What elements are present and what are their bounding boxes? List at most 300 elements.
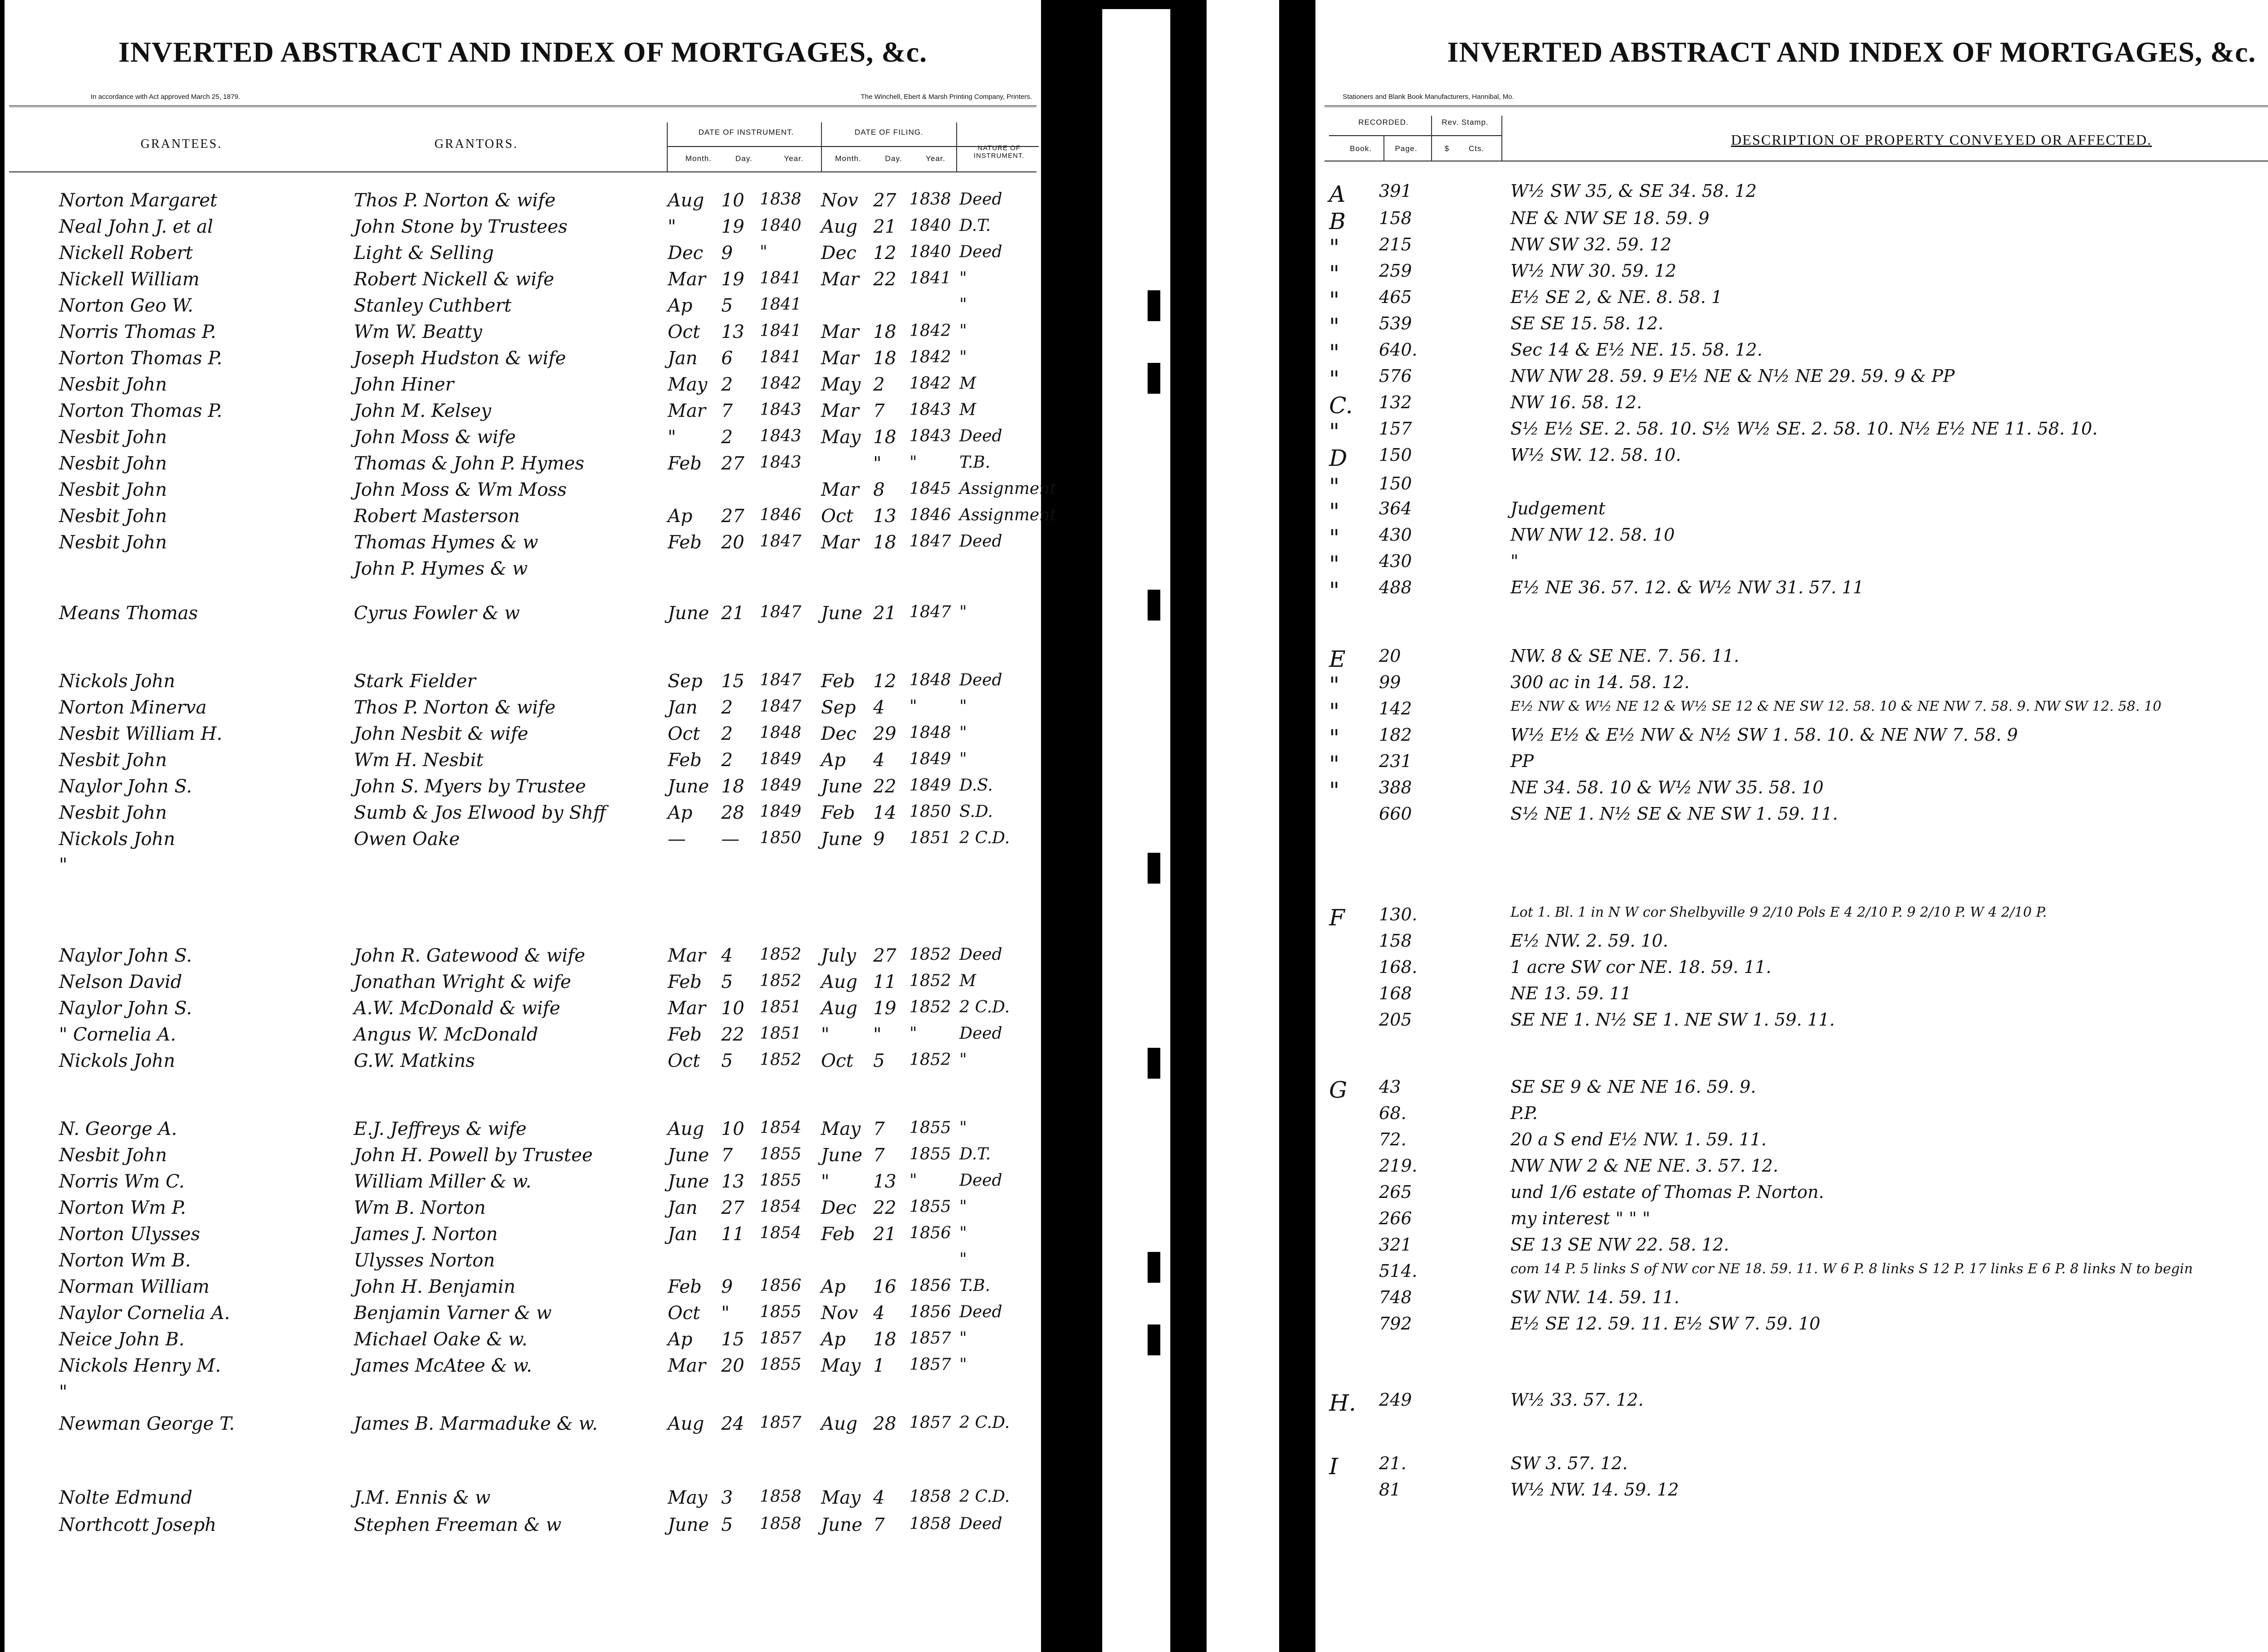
ledger-row	[5, 1049, 1041, 1075]
binding-strip-right	[1207, 0, 1279, 1652]
ledger-row	[5, 1486, 1041, 1512]
instrument-day: 20	[721, 1355, 744, 1376]
instrument-year: 1849	[760, 802, 802, 821]
grantee-name: Newman George T.	[59, 1413, 235, 1434]
nature-of-instrument: "	[959, 348, 967, 367]
page-number: 265	[1379, 1182, 1412, 1202]
grantor-name: Ulysses Norton	[354, 1250, 495, 1271]
filing-day: "	[873, 453, 882, 474]
filing-day: 21	[873, 603, 896, 624]
page-number: 168	[1379, 983, 1412, 1003]
nature-of-instrument: T.B.	[959, 453, 991, 472]
grantee-name: Norton Thomas P.	[59, 401, 222, 421]
instrument-year: 1856	[760, 1276, 802, 1295]
instrument-month: Mar	[668, 998, 706, 1019]
instrument-year: 1858	[760, 1487, 802, 1506]
grantee-name: Norris Thomas P.	[59, 322, 216, 342]
filing-month: Mar	[821, 479, 859, 500]
property-row	[1315, 338, 2268, 364]
property-description: 1 acre SW cor NE. 18. 59. 11.	[1510, 957, 1772, 977]
instrument-day: 7	[721, 401, 733, 421]
filing-year: 1852	[909, 1051, 951, 1069]
property-description: E½ SE 12. 59. 11. E½ SW 7. 59. 10	[1510, 1314, 1821, 1334]
nature-of-instrument: Deed	[959, 243, 1002, 261]
page-number: 20	[1379, 646, 1401, 666]
page-number: 150	[1379, 445, 1412, 465]
instrument-day: 4	[721, 945, 733, 966]
instrument-month: —	[668, 829, 686, 850]
nature-of-instrument: "	[959, 295, 967, 314]
description-header: DESCRIPTION OF PROPERTY CONVEYED OR AFFECTED.	[1731, 132, 2152, 148]
filing-year-header: Year.	[925, 154, 946, 163]
nature-of-instrument: Deed	[959, 427, 1002, 445]
grantor-name: James B. Marmaduke & w.	[354, 1413, 598, 1434]
grantee-name: Nickell William	[59, 269, 200, 290]
ledger-row	[5, 1513, 1041, 1539]
binding-strip-left	[1102, 9, 1170, 1652]
ledger-row	[5, 530, 1041, 557]
page-number: 142	[1379, 699, 1412, 718]
ledger-row	[5, 399, 1041, 425]
filing-year: 1840	[909, 216, 951, 235]
left-header-rule	[9, 105, 1036, 107]
instrument-month: Ap	[668, 802, 693, 823]
property-row	[1315, 776, 2268, 802]
instrument-day: 9	[721, 1276, 733, 1297]
instrument-month: Feb	[668, 453, 702, 474]
property-row	[1315, 1207, 2268, 1233]
filing-month: Ap	[821, 1329, 846, 1350]
page-number: 182	[1379, 725, 1412, 745]
property-description: W½ E½ & E½ NW & N½ SW 1. 58. 10. & NE NW 7. 58. 9	[1510, 725, 2018, 745]
filing-day: 4	[873, 697, 885, 718]
instrument-day: 2	[721, 723, 733, 744]
property-description: com 14 P. 5 links S of NW cor NE 18. 59. 11. W 6 P. 8 links S 12 P. 17 links E 6 P. 8 links N to begin	[1510, 1261, 2193, 1277]
property-description: SE SE 15. 58. 12.	[1510, 313, 1664, 333]
page-header: Page.	[1395, 144, 1418, 153]
ledger-row	[5, 1143, 1041, 1169]
filing-day: "	[873, 1024, 882, 1045]
instrument-year: 1852	[760, 972, 802, 990]
filing-day: 27	[873, 190, 896, 211]
instrument-day: 2	[721, 697, 733, 718]
instrument-year: 1841	[760, 322, 802, 340]
page-stamp-divider	[1431, 116, 1432, 161]
ledger-row	[5, 293, 1041, 320]
instrument-month: Mar	[668, 945, 706, 966]
nature-of-instrument: 2 C.D.	[959, 1487, 1010, 1506]
filing-month: Mar	[821, 322, 859, 342]
book-letter: "	[1329, 366, 1339, 392]
property-description: NW. 8 & SE NE. 7. 56. 11.	[1510, 646, 1740, 666]
filing-year: 1856	[909, 1276, 951, 1295]
book-letter: "	[1329, 261, 1339, 287]
nature-of-instrument: Deed	[959, 190, 1002, 209]
filing-day: 18	[873, 322, 896, 342]
binding-hole-7	[1148, 1325, 1160, 1355]
nature-of-instrument: "	[959, 269, 967, 288]
instrument-year: 1847	[760, 697, 802, 716]
filing-day-header: Day.	[885, 154, 902, 163]
grantor-name: James McAtee & w.	[354, 1355, 532, 1376]
book-letter: F	[1329, 904, 1345, 931]
filing-year: 1858	[909, 1487, 951, 1506]
filing-year: "	[909, 1024, 917, 1043]
nature-of-instrument: M	[959, 972, 976, 990]
grantee-name: "	[59, 855, 68, 875]
instrument-month: June	[668, 1515, 709, 1535]
dollars-header: $	[1444, 144, 1450, 153]
property-row	[1315, 955, 2268, 982]
filing-month: June	[821, 1515, 863, 1535]
grantee-name: Nelson David	[59, 972, 182, 992]
book-letter: "	[1329, 577, 1339, 604]
property-description: W½ SW 35, & SE 34. 58. 12	[1510, 181, 1757, 201]
nature-of-instrument: "	[959, 1119, 967, 1137]
filing-month: Nov	[821, 190, 858, 211]
book-header: Book.	[1349, 144, 1372, 153]
filing-year: "	[909, 1171, 917, 1190]
nature-of-instrument: "	[959, 697, 967, 716]
ledger-row	[5, 241, 1041, 267]
filing-year: 1849	[909, 750, 951, 768]
grantor-name: Benjamin Varner & w	[354, 1303, 552, 1324]
instrument-year: 1854	[760, 1197, 802, 1216]
nature-of-instrument: "	[959, 1355, 967, 1374]
grantee-name: " Cornelia A.	[59, 1024, 176, 1045]
instrument-month: Feb	[668, 532, 702, 553]
nature-of-instrument: 2 C.D.	[959, 829, 1010, 847]
page-number: 130.	[1379, 904, 1418, 924]
instrument-year: 1857	[760, 1413, 802, 1432]
ledger-row	[5, 970, 1041, 996]
filing-month: Sep	[821, 697, 856, 718]
book-letter: "	[1329, 499, 1339, 525]
filing-year: 1845	[909, 479, 951, 498]
filing-day: 28	[873, 1413, 896, 1434]
nature-of-instrument: M	[959, 374, 976, 393]
instrument-year: 1847	[760, 671, 802, 689]
ledger-row	[5, 557, 1041, 583]
page-number: 249	[1379, 1390, 1412, 1410]
ledger-row	[5, 1022, 1041, 1049]
instrument-year: 1855	[760, 1355, 802, 1374]
filing-day: 11	[873, 972, 896, 992]
nature-of-instrument-header: NATURE OF INSTRUMENT.	[973, 144, 1025, 160]
page-number: 43	[1379, 1077, 1401, 1097]
filing-year: 1838	[909, 190, 951, 209]
page-number: 68.	[1379, 1103, 1407, 1123]
property-description: W½ NW. 14. 59. 12	[1510, 1480, 1679, 1500]
filing-day: 13	[873, 1171, 896, 1192]
filing-day: 16	[873, 1276, 896, 1297]
property-row	[1315, 1338, 2268, 1364]
instrument-year: "	[760, 243, 767, 261]
property-row	[1315, 497, 2268, 523]
ledger-row	[5, 827, 1041, 853]
filing-month: Ap	[821, 750, 846, 771]
nature-of-instrument: T.B.	[959, 1276, 991, 1295]
property-row	[1315, 1180, 2268, 1207]
property-description: Judgement	[1510, 499, 1606, 518]
filing-year: 1847	[909, 603, 951, 621]
instrument-day: 7	[721, 1145, 733, 1166]
instrument-day: 3	[721, 1487, 733, 1508]
grantor-name: John R. Gatewood & wife	[354, 945, 585, 966]
grantor-name: James J. Norton	[354, 1224, 498, 1245]
book-letter: G	[1329, 1077, 1347, 1103]
property-row	[1315, 644, 2268, 670]
property-row	[1315, 1259, 2268, 1285]
grantee-name: Nickols John	[59, 671, 176, 692]
page-number: 321	[1379, 1235, 1412, 1255]
property-description: Sec 14 & E½ NE. 15. 58. 12.	[1510, 340, 1763, 360]
property-description: 300 ac in 14. 58. 12.	[1510, 672, 1690, 692]
filing-day: 27	[873, 945, 896, 966]
filing-month: Dec	[821, 723, 857, 744]
grantee-name: Naylor John S.	[59, 776, 192, 797]
property-description: NW SW 32. 59. 12	[1510, 235, 1672, 254]
page-number: 21.	[1379, 1453, 1407, 1473]
property-description: E½ NE 36. 57. 12. & W½ NW 31. 57. 11	[1510, 577, 1864, 597]
property-description: "	[1510, 551, 1519, 571]
page-number: 215	[1379, 235, 1412, 254]
page-number: 205	[1379, 1010, 1412, 1030]
property-row	[1315, 929, 2268, 955]
nature-of-instrument: S.D.	[959, 802, 993, 821]
property-description: SE 13 SE NW 22. 58. 12.	[1510, 1235, 1729, 1255]
property-row	[1315, 206, 2268, 233]
filing-month: Mar	[821, 348, 859, 369]
filing-year: 1857	[909, 1329, 951, 1348]
instrument-month: June	[668, 1171, 709, 1192]
nature-of-instrument: 2 C.D.	[959, 1413, 1010, 1432]
filing-month: Mar	[821, 401, 859, 421]
grantor-name: John Nesbit & wife	[354, 723, 528, 744]
binding-hole-5	[1148, 1048, 1160, 1079]
property-row	[1315, 391, 2268, 417]
property-row	[1315, 233, 2268, 259]
instrument-day: 2	[721, 427, 733, 448]
instrument-year: 1841	[760, 269, 802, 288]
ledger-row	[5, 748, 1041, 774]
instrument-month: June	[668, 603, 709, 624]
property-row	[1315, 1452, 2268, 1478]
property-description: SE SE 9 & NE NE 16. 59. 9.	[1510, 1077, 1756, 1097]
nature-of-instrument: Deed	[959, 1171, 1002, 1190]
instrument-day: —	[721, 829, 739, 850]
grantor-name: John Moss & Wm Moss	[354, 479, 567, 500]
filing-year: 1858	[909, 1515, 951, 1533]
filing-year: 1856	[909, 1303, 951, 1321]
book-letter: "	[1329, 525, 1339, 551]
instrument-month: Aug	[668, 190, 704, 211]
date-of-filing-header: DATE OF FILING.	[855, 128, 924, 137]
binding-hole-3	[1148, 590, 1160, 621]
filing-year: 1852	[909, 998, 951, 1017]
grantor-name: Michael Oake & w.	[354, 1329, 528, 1350]
nature-of-instrument: "	[959, 603, 967, 621]
filing-month: June	[821, 1145, 863, 1166]
filing-day: 18	[873, 348, 896, 369]
ledger-row	[5, 669, 1041, 695]
instrument-day: 19	[721, 216, 744, 237]
grantor-name: Stark Fielder	[354, 671, 476, 692]
grantor-name: A.W. McDonald & wife	[354, 998, 561, 1019]
property-row	[1315, 1478, 2268, 1504]
grantee-name: Nesbit John	[59, 1145, 167, 1166]
property-description: Lot 1. Bl. 1 in N W cor Shelbyville 9 2/10 Pols E 4 2/10 P. 9 2/10 P. W 4 2/10 P.	[1510, 904, 2047, 920]
day-header: Day.	[735, 154, 753, 163]
filing-year: 1846	[909, 506, 951, 524]
grantee-name: Nesbit John	[59, 506, 167, 527]
property-row	[1315, 903, 2268, 929]
filing-year: 1855	[909, 1197, 951, 1216]
instrument-year: 1842	[760, 374, 802, 393]
filing-month: Feb	[821, 802, 855, 823]
grantee-name: Nesbit John	[59, 374, 167, 395]
filing-year: 1849	[909, 776, 951, 795]
binding-hole-6	[1148, 1252, 1160, 1283]
book-letter: "	[1329, 672, 1339, 699]
instrument-year: 1851	[760, 998, 802, 1017]
ledger-row	[5, 451, 1041, 478]
filing-year: 1851	[909, 829, 951, 847]
grantee-name: Norton Geo W.	[59, 295, 194, 316]
instrument-month: Mar	[668, 269, 706, 290]
grantor-name: Stanley Cuthbert	[354, 295, 512, 316]
filing-year: 1847	[909, 532, 951, 551]
property-row	[1315, 1312, 2268, 1338]
left-subtitle-act: In accordance with Act approved March 25, 1879.	[91, 93, 240, 101]
filing-month: Ap	[821, 1276, 846, 1297]
instrument-year: 1858	[760, 1515, 802, 1533]
instrument-year: 1848	[760, 723, 802, 742]
ledger-row	[5, 1275, 1041, 1301]
nature-of-instrument: "	[959, 750, 967, 768]
page-number: 514.	[1379, 1261, 1418, 1281]
filing-day: 7	[873, 1145, 885, 1166]
page-number: 158	[1379, 208, 1412, 228]
book-letter: I	[1329, 1453, 1338, 1480]
instrument-month: Ap	[668, 506, 693, 527]
property-description: NW NW 2 & NE NE. 3. 57. 12.	[1510, 1156, 1779, 1176]
col-divider-1	[667, 122, 668, 172]
ledger-row	[5, 695, 1041, 722]
nature-of-instrument: D.T.	[959, 216, 991, 235]
filing-day: 7	[873, 1515, 885, 1535]
property-row	[1315, 982, 2268, 1008]
grantor-name: John P. Hymes & w	[354, 558, 528, 579]
filing-day: 18	[873, 532, 896, 553]
page-number: 430	[1379, 525, 1412, 545]
grantee-name: Northcott Joseph	[59, 1515, 217, 1535]
page-number: 465	[1379, 287, 1412, 307]
instrument-day: 5	[721, 295, 733, 316]
instrument-day: 19	[721, 269, 744, 290]
grantee-name: Nickols Henry M.	[59, 1355, 221, 1376]
instrument-year: 1852	[760, 945, 802, 964]
grantee-name: Means Thomas	[59, 603, 198, 624]
ledger-row	[5, 188, 1041, 215]
property-row	[1315, 1154, 2268, 1180]
instrument-month: Oct	[668, 1051, 700, 1071]
month-header: Month.	[685, 154, 712, 163]
instrument-year: 1854	[760, 1119, 802, 1137]
filing-month: July	[821, 945, 856, 966]
filing-year: 1843	[909, 427, 951, 445]
grantee-name: N. George A.	[59, 1119, 177, 1139]
instrument-day: 22	[721, 1024, 744, 1045]
nature-of-instrument: "	[959, 1329, 967, 1348]
book-letter: "	[1329, 340, 1339, 366]
grantor-name: John H. Powell by Trustee	[354, 1145, 593, 1166]
property-description: E½ SE 2, & NE. 8. 58. 1	[1510, 287, 1722, 307]
ledger-row	[5, 478, 1056, 504]
instrument-year: 1851	[760, 1024, 802, 1043]
grantee-name: Norton Wm B.	[59, 1250, 191, 1271]
property-description: und 1/6 estate of Thomas P. Norton.	[1510, 1182, 1824, 1202]
instrument-day: 27	[721, 1197, 744, 1218]
instrument-year: 1857	[760, 1329, 802, 1348]
filing-day: 18	[873, 427, 896, 448]
filing-day: 19	[873, 998, 896, 1019]
recorded-header: RECORDED.	[1358, 118, 1409, 127]
property-row	[1315, 576, 2268, 602]
grantor-name: G.W. Matkins	[354, 1051, 475, 1071]
grantee-name: Norman William	[59, 1276, 210, 1297]
instrument-month: Ap	[668, 295, 693, 316]
instrument-year: 1849	[760, 750, 802, 768]
filing-month: Feb	[821, 671, 855, 692]
instrument-day: 2	[721, 750, 733, 771]
ledger-row	[5, 1412, 1041, 1438]
instrument-day: 24	[721, 1413, 744, 1434]
ledger-row	[5, 943, 1041, 970]
grantee-name: Norton Ulysses	[59, 1224, 200, 1245]
grantor-name: John Hiner	[354, 374, 454, 395]
grantee-name: Nesbit John	[59, 453, 167, 474]
filing-month: Dec	[821, 243, 857, 264]
ledger-row	[5, 1222, 1041, 1248]
nature-of-instrument: D.T.	[959, 1145, 991, 1163]
instrument-month: Jan	[668, 348, 698, 369]
grantees-header: GRANTEES.	[140, 137, 223, 151]
instrument-year: 1855	[760, 1171, 802, 1190]
nature-of-instrument: "	[959, 1224, 967, 1242]
instrument-day: 15	[721, 1329, 744, 1350]
filing-year: 1842	[909, 374, 951, 393]
binding-hole-4	[1148, 853, 1160, 884]
grantee-name: Nickell Robert	[59, 243, 193, 264]
grantor-name: John H. Benjamin	[354, 1276, 516, 1297]
instrument-day: "	[721, 1303, 730, 1324]
instrument-day: 10	[721, 1119, 744, 1139]
page-number: 158	[1379, 931, 1412, 951]
nature-of-instrument: Deed	[959, 945, 1002, 964]
property-row	[1315, 1008, 2268, 1034]
grantee-name: Nesbit John	[59, 802, 167, 823]
grantor-name: Stephen Freeman & w	[354, 1515, 562, 1535]
instrument-year: 1841	[760, 348, 802, 367]
instrument-month: June	[668, 1145, 709, 1166]
instrument-month: Sep	[668, 671, 703, 692]
property-row	[1315, 523, 2268, 549]
instrument-day: 2	[721, 374, 733, 395]
filing-day: 22	[873, 776, 896, 797]
filing-year: 1850	[909, 802, 951, 821]
property-description: SW NW. 14. 59. 11.	[1510, 1287, 1680, 1307]
